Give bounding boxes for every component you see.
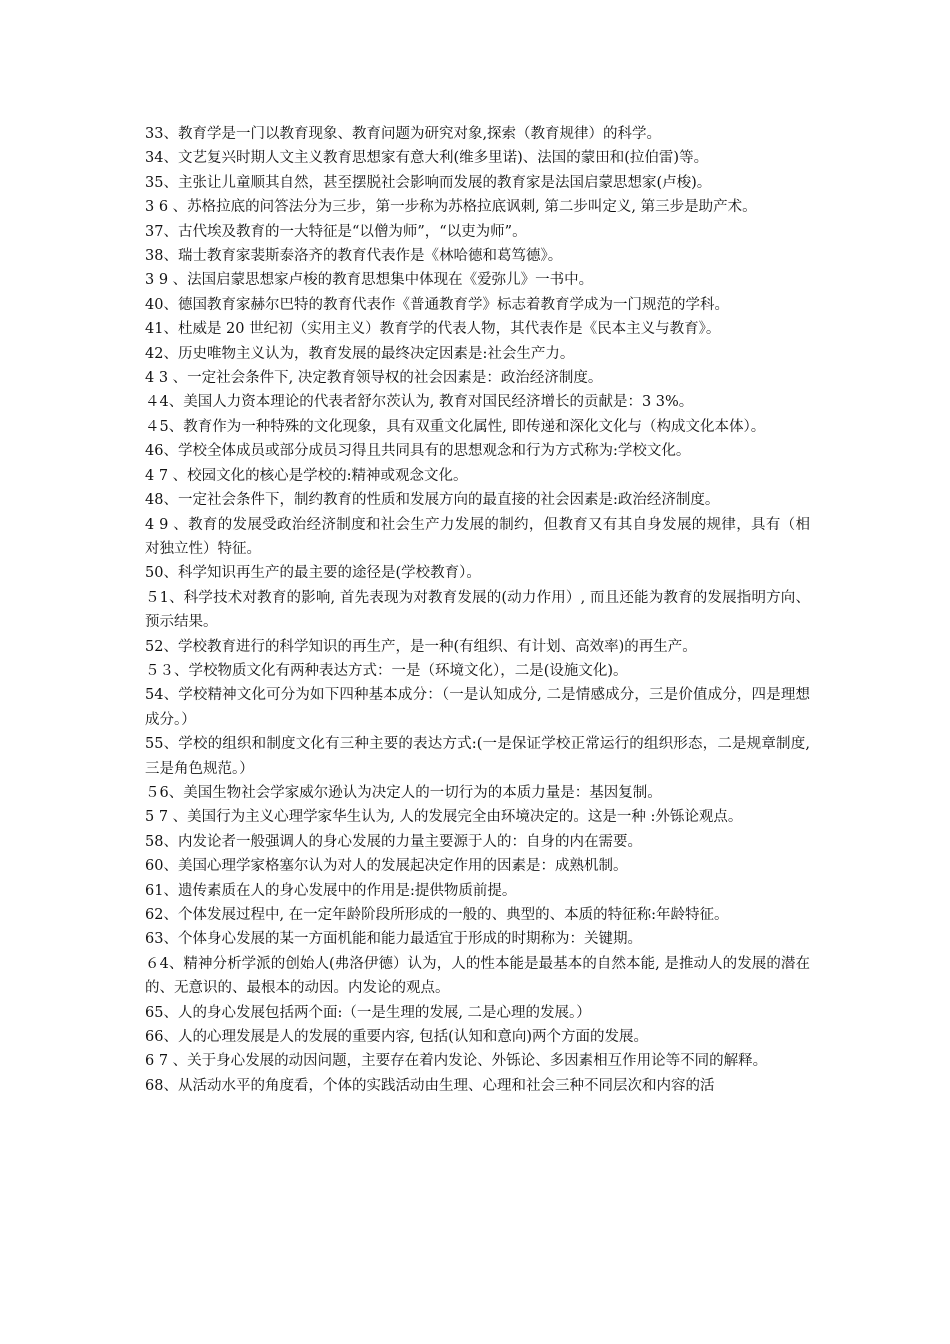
list-item: 34、文艺复兴时期人文主义教育思想家有意大利(维多里诺)、法国的蒙田和(拉伯雷)等。 <box>145 150 709 167</box>
list-item: 58、内发论者一般强调人的身心发展的力量主要源于人的：自身的内在需要。 <box>145 833 642 850</box>
list-item: 63、个体身心发展的某一方面机能和能力最适宜于形成的时期称为：关键期。 <box>145 931 642 948</box>
list-item: 5 7 、美国行为主义心理学家华生认为, 人的发展完全由环境决定的。这是一种 :外铄论观点。 <box>145 809 743 826</box>
list-item: ５３、学校物质文化有两种表达方式：一是（环境文化），二是(设施文化)。 <box>145 662 628 679</box>
list-item: 68、从活动水平的角度看，个体的实践活动由生理、心理和社会三种不同层次和内容的活 <box>145 1077 715 1094</box>
list-item: 38、瑞士教育家裴斯泰洛齐的教育代表作是《林哈德和葛笃德》。 <box>145 248 563 265</box>
list-item: 35、主张让儿童顺其自然，甚至摆脱社会影响而发展的教育家是法国启蒙思想家(卢梭)。 <box>145 174 712 191</box>
list-item: 37、古代埃及教育的一大特征是“以僧为师”，“以吏为师”。 <box>145 223 527 240</box>
list-item: 66、人的心理发展是人的发展的重要内容, 包括(认知和意向)两个方面的发展。 <box>145 1029 648 1046</box>
list-item: 50、科学知识再生产的最主要的途径是(学校教育）。 <box>145 565 481 582</box>
list-item: 62、个体发展过程中, 在一定年龄阶段所形成的一般的、典型的、本质的特征称:年龄特征。 <box>145 907 729 923</box>
list-item: 41、杜威是 20 世纪初（实用主义）教育学的代表人物，其代表作是《民本主义与教育》。 <box>145 321 721 338</box>
list-item: 46、学校全体成员或部分成员习得且共同具有的思想观念和行为方式称为:学校文化。 <box>145 443 691 460</box>
list-item: ４5、教育作为一种特殊的文化现象，具有双重文化属性, 即传递和深化文化与（构成文化本体）。 <box>145 418 766 435</box>
list-item: 60、美国心理学家格塞尔认为对人的发展起决定作用的因素是：成熟机制。 <box>145 858 628 875</box>
list-item: 4 7 、校园文化的核心是学校的:精神或观念文化。 <box>145 467 468 484</box>
list-item: ５1、科学技术对教育的影响, 首先表现为对教育发展的(动力作用）, 而且还能为教育的发展指明方向、预示结果。 <box>145 589 810 631</box>
list-item: 3 6 、苏格拉底的问答法分为三步，第一步称为苏格拉底讽刺, 第二步叫定义, 第三步是助产术。 <box>145 199 757 216</box>
list-item: 42、历史唯物主义认为，教育发展的最终决定因素是:社会生产力。 <box>145 345 575 362</box>
list-item: 4 9 、教育的发展受政治经济制度和社会生产力发展的制约，但教育又有其自身发展的规律，具有（相对独立性）特征。 <box>145 516 810 557</box>
document-page <box>145 122 810 1098</box>
list-item: 61、遗传素质在人的身心发展中的作用是:提供物质前提。 <box>145 882 517 899</box>
list-item: 6 7 、关于身心发展的动因问题，主要存在着内发论、外铄论、多因素相互作用论等不同的解释。 <box>145 1053 768 1070</box>
list-item: 48、一定社会条件下，制约教育的性质和发展方向的最直接的社会因素是:政治经济制度。 <box>145 492 720 509</box>
list-item: 65、人的身心发展包括两个面:（一是生理的发展, 二是心理的发展。） <box>145 1004 591 1021</box>
list-item: 4 3 、一定社会条件下, 决定教育领导权的社会因素是：政治经济制度。 <box>145 370 603 387</box>
list-item: ５6、美国生物社会学家威尔逊认为决定人的一切行为的本质力量是：基因复制。 <box>145 784 662 801</box>
list-item: 52、学校教育进行的科学知识的再生产，是一种(有组织、有计划、高效率)的再生产。 <box>145 638 697 655</box>
list-item: ４4、美国人力资本理论的代表者舒尔茨认为, 教育对国民经济增长的贡献是：3 3%。 <box>145 394 694 411</box>
list-item: ６4、精神分析学派的创始人(弗洛伊德）认为，人的性本能是最基本的自然本能, 是推动人的发展的潜在的、无意识的、最根本的动因。内发论的观点。 <box>145 955 810 997</box>
list-item: 33、教育学是一门以教育现象、教育问题为研究对象,探索（教育规律）的科学。 <box>145 126 662 142</box>
list-item: 54、学校精神文化可分为如下四种基本成分：（一是认知成分, 二是情感成分，三是价值成分，四是理想成分。） <box>145 687 810 728</box>
list-item: 3 9 、法国启蒙思想家卢梭的教育思想集中体现在《爱弥儿》一书中。 <box>145 272 594 289</box>
list-item: 55、学校的组织和制度文化有三种主要的表达方式:(一是保证学校正常运行的组织形态，二是规章制度, 三是角色规范。） <box>145 736 810 777</box>
list-item: 40、德国教育家赫尔巴特的教育代表作《普通教育学》标志着教育学成为一门规范的学科。 <box>145 296 729 313</box>
